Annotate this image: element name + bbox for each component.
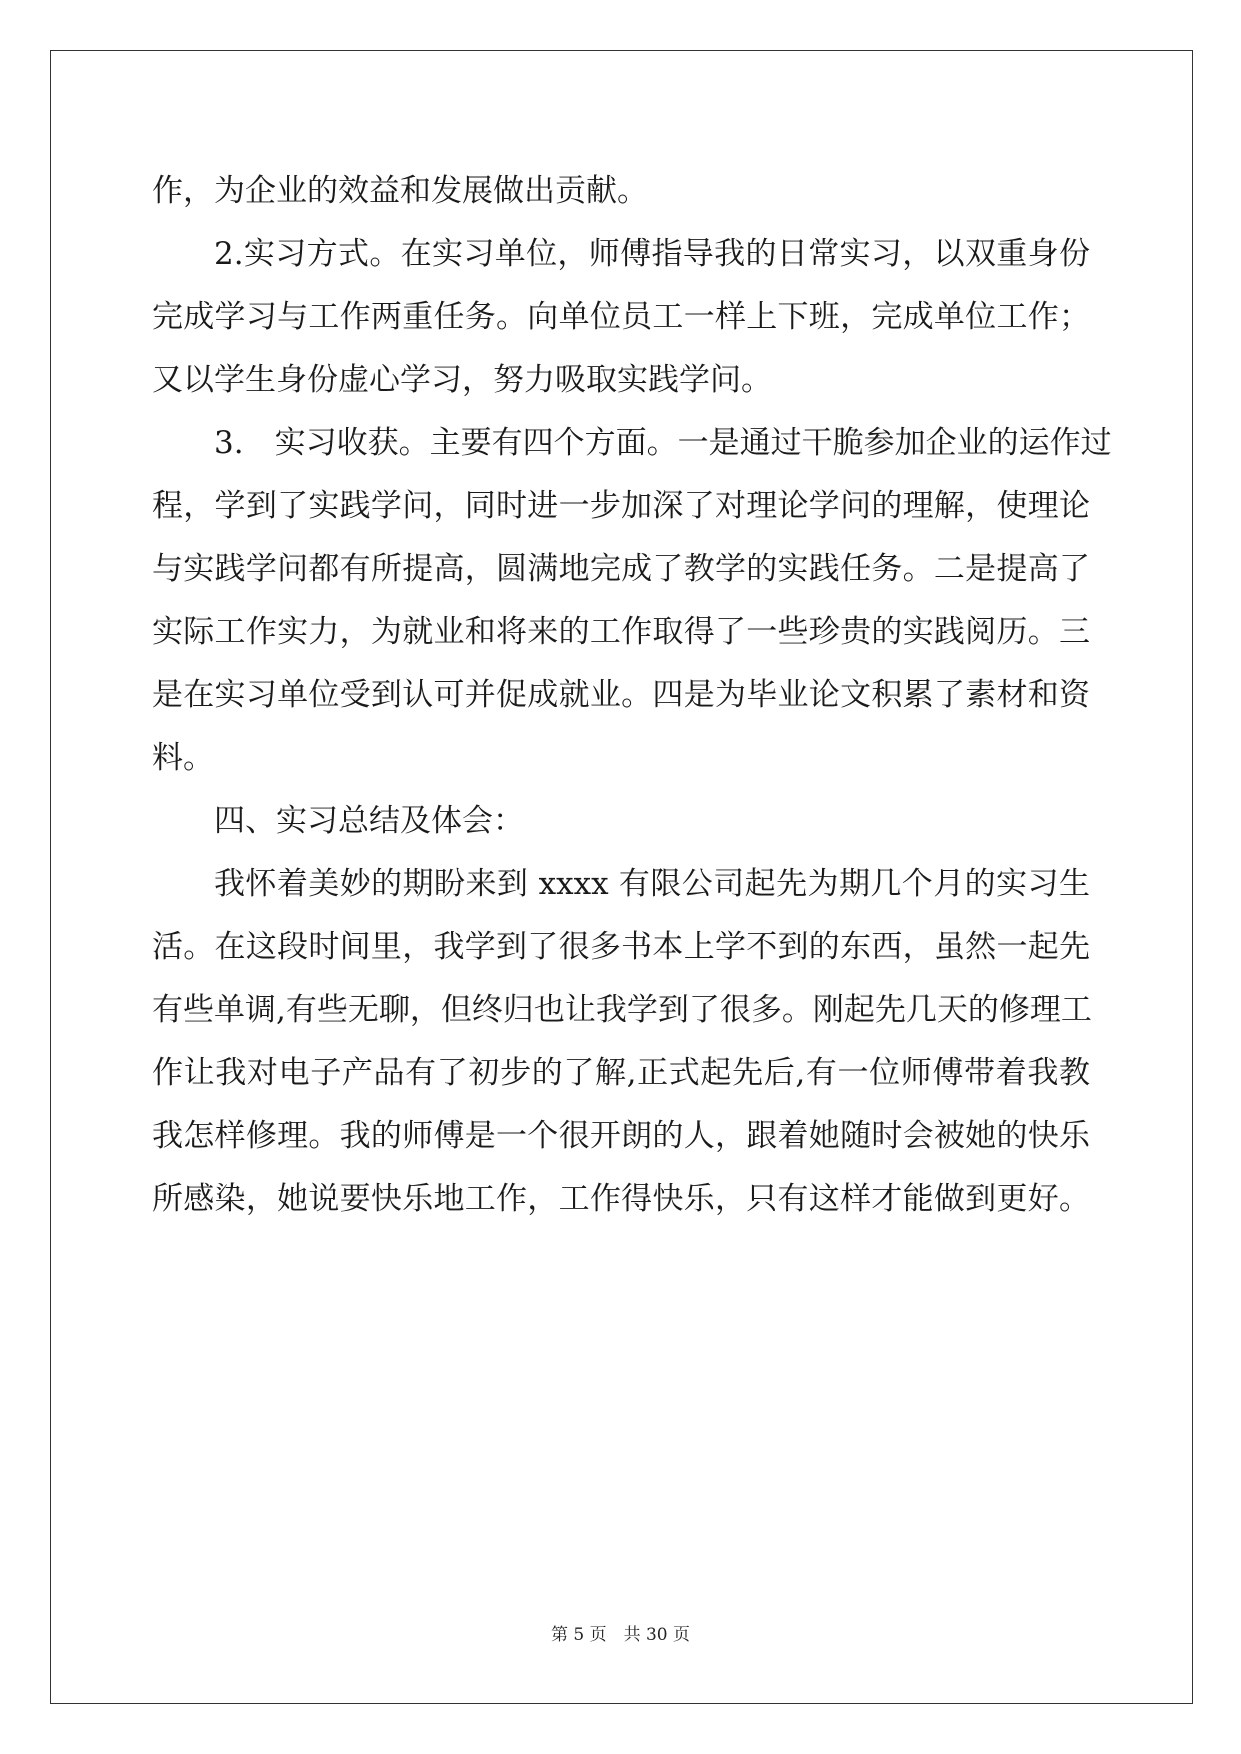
paragraph-2 bbox=[152, 223, 1090, 412]
text-line: 作让我对电子产品有了初步的了解,正式起先后,有一位师傅带着我教 bbox=[152, 1055, 1090, 1091]
text-line: 料。 bbox=[152, 740, 214, 776]
text-line: 有些单调,有些无聊，但终归也让我学到了很多。刚起先几天的修理工 bbox=[152, 992, 1092, 1028]
text-line: 完成学习与工作两重任务。向单位员工一样上下班，完成单位工作； bbox=[152, 299, 1090, 335]
document-body bbox=[152, 160, 1112, 1231]
page-number-footer: 第 5 页 共 30 页 bbox=[550, 1625, 691, 1645]
section-heading bbox=[152, 790, 1090, 853]
text-line: 所感染，她说要快乐地工作，工作得快乐，只有这样才能做到更好。 bbox=[152, 1181, 1090, 1217]
text-line: 我怎样修理。我的师傅是一个很开朗的人，跟着她随时会被她的快乐 bbox=[152, 1118, 1090, 1154]
paragraph-5 bbox=[152, 853, 1090, 1231]
text-line: 3. 实习收获。主要有四个方面。一是通过干脆参加企业的运作过 bbox=[214, 425, 1112, 461]
text-line: 程，学到了实践学问，同时进一步加深了对理论学问的理解，使理论 bbox=[152, 488, 1090, 524]
text-line: 实际工作实力，为就业和将来的工作取得了一些珍贵的实践阅历。三 bbox=[152, 614, 1090, 650]
text-line: 又以学生身份虚心学习，努力吸取实践学问。 bbox=[152, 362, 772, 398]
paragraph-1 bbox=[152, 160, 1090, 223]
text-line: 2.实习方式。在实习单位，师傅指导我的日常实习，以双重身份 bbox=[214, 236, 1090, 272]
text-line: 作，为企业的效益和发展做出贡献。 bbox=[152, 173, 648, 209]
text-line: 我怀着美妙的期盼来到 xxxx 有限公司起先为期几个月的实习生 bbox=[214, 866, 1090, 902]
text-line: 是在实习单位受到认可并促成就业。四是为毕业论文积累了素材和资 bbox=[152, 677, 1090, 713]
paragraph-3 bbox=[152, 412, 1112, 790]
text-line: 与实践学问都有所提高，圆满地完成了教学的实践任务。二是提高了 bbox=[152, 551, 1090, 587]
text-line: 活。在这段时间里，我学到了很多书本上学不到的东西，虽然一起先 bbox=[152, 929, 1090, 965]
text-line: 四、实习总结及体会： bbox=[214, 803, 524, 839]
